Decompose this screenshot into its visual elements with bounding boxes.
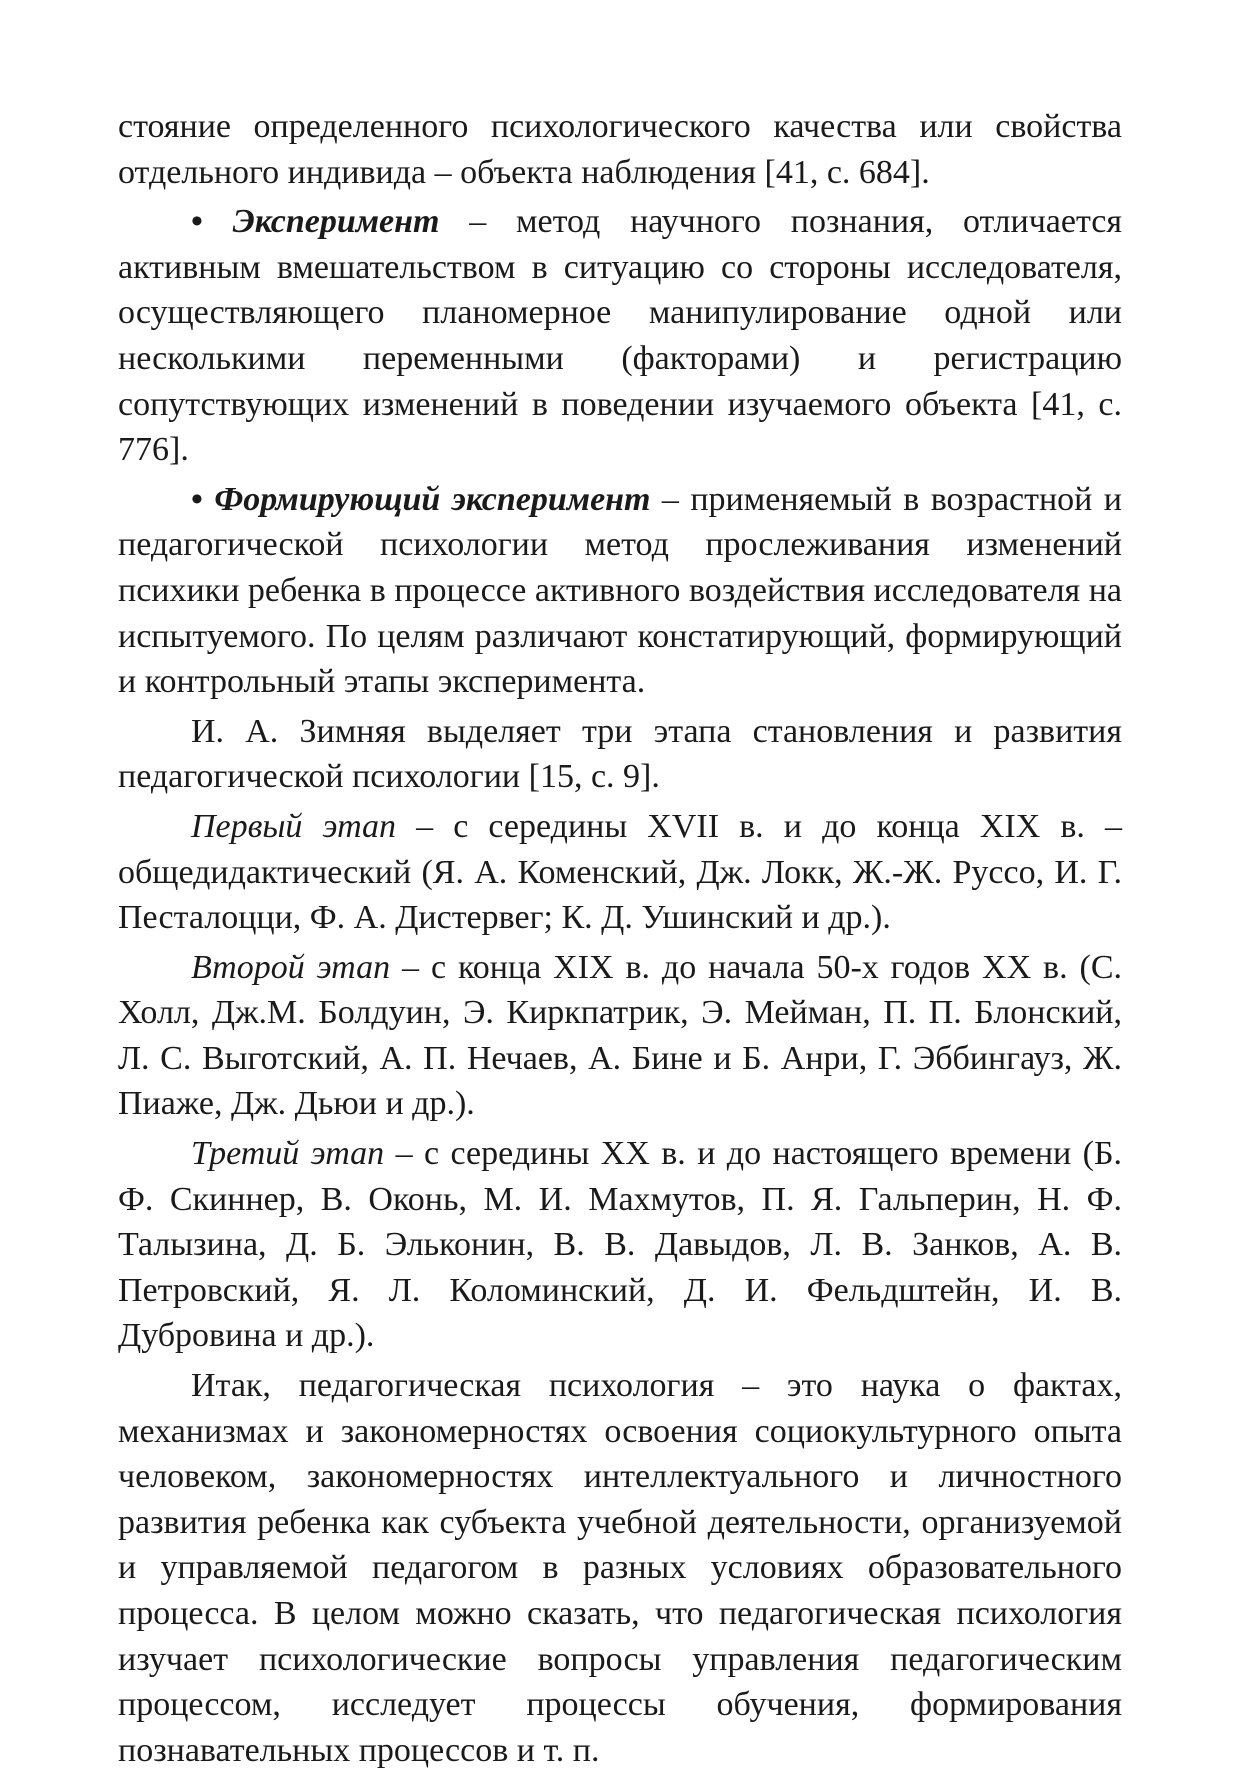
stage-three-label: Третий этап <box>191 1135 385 1173</box>
paragraph-text: – с конца XIX в. до начала 50-х годов XX в. (С. Холл, Дж.М. Болдуин, Э. Киркпатрик, Э. Мейман, П. П. Блонский, Л. С. Выготский, А. П. Нечаев, А. Бине и Б. Анри, Г. Эббингауз, Ж. Пиаже, Дж. Дьюи и др.). <box>118 948 1123 1123</box>
stage-two-label: Второй этап <box>191 948 391 986</box>
paragraph-stage-one <box>118 804 1122 941</box>
paragraph-text: – с середины XX в. и до настоящего времени (Б. Ф. Скиннер, В. Оконь, М. И. Махмутов, П. Я. Гальперин, Н. Ф. Талызина, Д. Б. Эльконин, В. В. Давыдов, Л. В. Занков, А. В. Петровский, Я. Л. Коломинский, Д. И. Фельдштейн, И. В. Дубровина и др.). <box>118 1135 1122 1355</box>
paragraph-forming-experiment <box>118 477 1122 705</box>
paragraph-text: – с середины XVII в. и до конца XIX в. – общедидактический (Я. А. Коменский, Дж. Локк, Ж.-Ж. Руссо, И. Г. Песталоцци, Ф. А. Дистервег; К. Д. Ушинский и др.). <box>118 807 1122 937</box>
document-page <box>118 104 1122 1777</box>
paragraph-text: стояние определенного психологического качества или свойства отдельного индивида – объекта наблюдения [41, с. 684]. <box>118 108 1122 191</box>
paragraph-conclusion <box>118 1363 1122 1773</box>
paragraph-stage-three <box>118 1131 1122 1359</box>
stage-one-label: Первый этап <box>191 807 397 845</box>
bullet-icon: • <box>191 480 203 518</box>
paragraph-zimnyaya <box>118 709 1122 800</box>
paragraph-text: – метод научного познания, отличается активным вмешательством в ситуацию со стороны исследователя, осуществляющего планомерное манипулирование одной или несколькими переменными (факторами) и регистрацию сопутствующих изменений в поведении изучаемого объекта [41, с. 776]. <box>118 203 1122 469</box>
bullet-icon: • <box>191 203 203 241</box>
paragraph-stage-two <box>118 945 1122 1127</box>
paragraph-continuation <box>118 104 1122 195</box>
paragraph-experiment <box>118 199 1122 473</box>
paragraph-text: И. А. Зимняя выделяет три этапа становления и развития педагогической психологии [15, с. 9]. <box>118 712 1122 796</box>
paragraph-text: Итак, педагогическая психология – это наука о фактах, механизмах и закономерностях освоения социокультурного опыта человеком, закономерностях интеллектуального и личностного развития ребенка как субъекта учебной деятельности, организуемой и управляемой педагогом в разных условиях образовательного процесса. В целом можно сказать, что педагогическая психология изучает психологические вопросы управления педагогическим процессом, исследует процессы обучения, формирования познавательных процессов и т. п. <box>118 1367 1122 1769</box>
paragraph-text: – применяемый в возрастной и педагогической психологии метод прослеживания изменений психики ребенка в процессе активного воздействия исследователя на испытуемого. По целям различают констатирующий, формирующий и контрольный этапы эксперимента. <box>118 480 1122 701</box>
term-forming-experiment: Формирующий эксперимент <box>214 480 651 518</box>
term-experiment: Эксперимент <box>232 203 440 241</box>
